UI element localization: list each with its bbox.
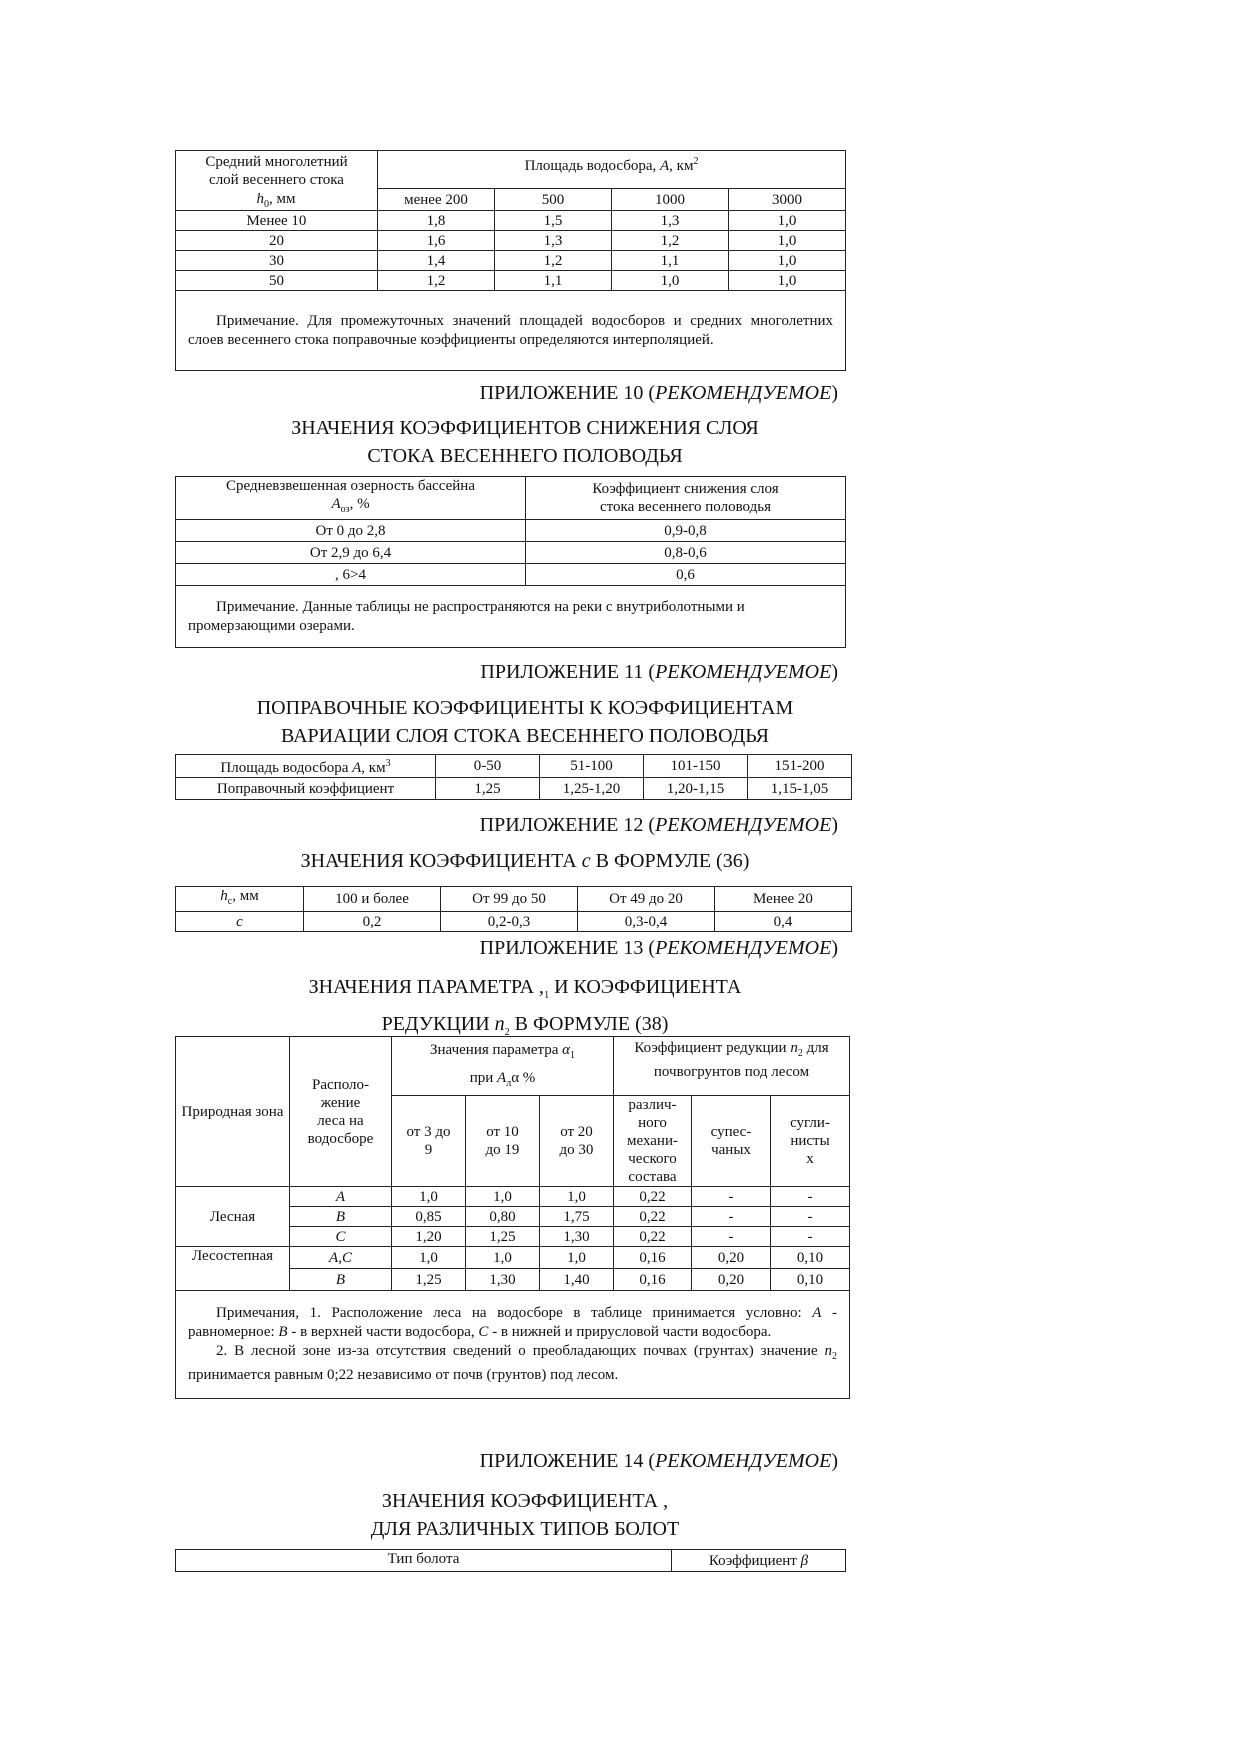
row-label-hc: $h_c$, мм	[176, 887, 304, 912]
table-row: Лесная A 1,0 1,0 1,0 0,22 - -	[176, 1187, 850, 1207]
row-label-correction: Поправочный коэффициент	[176, 778, 436, 800]
note-1: Примечания, 1. Расположение леса на водосборе в таблице принимается условно: A - равномерное: B - в верхней части водосбора, C - в нижней и прирусловой части водосбора.	[188, 1305, 838, 1340]
zone-forest-steppe: Лесостепная	[176, 1247, 290, 1291]
header-coefficient-beta: Коэффициент β	[672, 1550, 846, 1572]
zone-forest: Лесная	[176, 1187, 290, 1247]
header-line: Средний многолетний	[205, 154, 348, 170]
table-row: 20 1,6 1,3 1,2 1,0	[176, 231, 846, 251]
table-row: Менее 10 1,8 1,5 1,3 1,0	[176, 211, 846, 231]
header-soil-various: различ- ного механи- ческого состава	[614, 1096, 692, 1187]
table-row: От 2,9 до 6,4 0,8-0,6	[176, 542, 846, 564]
header-swamp-type: Тип болота	[176, 1550, 672, 1572]
appendix-14-label: ПРИЛОЖЕНИЕ 14 (РЕКОМЕНДУЕМОЕ)	[479, 1450, 838, 1472]
table-row: B 0,85 0,80 1,75 0,22 - -	[176, 1207, 850, 1227]
appendix-12-label: ПРИЛОЖЕНИЕ 12 (РЕКОМЕНДУЕМОЕ)	[479, 814, 838, 836]
header-lake-percentage: Средневзвешенная озерность бассейна $A_{оз}$, %	[176, 477, 526, 520]
header-line: слой весеннего стока	[209, 172, 344, 188]
appendix-10-label: ПРИЛОЖЕНИЕ 10 (РЕКОМЕНДУЕМОЕ)	[479, 382, 838, 404]
table-row: Лесостепная A,C 1,0 1,0 1,0 0,16 0,20 0,10	[176, 1247, 850, 1269]
table-row: 30 1,4 1,2 1,1 1,0	[176, 251, 846, 271]
header-h0-unit: $h_0$, мм	[256, 191, 296, 210]
forest-parameter-table	[175, 1036, 850, 1399]
header-range: от 20 до 30	[540, 1096, 614, 1187]
table-row: От 0 до 2,8 0,9-0,8	[176, 520, 846, 542]
lake-reduction-table	[175, 476, 846, 648]
header-range: от 3 до 9	[392, 1096, 466, 1187]
header-soil-sandy: супес- чаных	[692, 1096, 771, 1187]
row-label-area: Площадь водосбора A, $км^3$	[176, 755, 436, 778]
area-col-header: 3000	[729, 189, 846, 211]
table-note	[176, 1291, 850, 1399]
header-soil-loamy: сугли- нисты х	[771, 1096, 850, 1187]
appendix-10-title: ЗНАЧЕНИЯ КОЭФФИЦИЕНТОВ СНИЖЕНИЯ СЛОЯ СТОКА ВЕСЕННЕГО ПОЛОВОДЬЯ	[291, 417, 759, 467]
variation-correction-table	[175, 754, 852, 800]
header-reduction-n2: Коэффициент редукции $n_2$ для почвогрунтов под лесом	[614, 1037, 850, 1096]
table-row: , 6>4 0,6	[176, 564, 846, 586]
appendix-11-label: ПРИЛОЖЕНИЕ 11 (РЕКОМЕНДУЕМОЕ)	[480, 661, 838, 683]
table-note: Примечание. Данные таблицы не распространяются на реки с внутриболотными и промерзающими озерами.	[176, 586, 846, 648]
appendix-12-title: ЗНАЧЕНИЯ КОЭФФИЦИЕНТА c В ФОРМУЛЕ (36)	[300, 850, 750, 872]
table-note: Примечание. Для промежуточных значений площадей водосборов и средних многолетних слоев весеннего стока поправочные коэффициенты определяются интерполяцией.	[176, 291, 846, 371]
header-reduction-coefficient: Коэффициент снижения слоя стока весеннего половодья	[526, 477, 846, 520]
area-col-header: менее 200	[378, 189, 495, 211]
area-coefficient-table	[175, 150, 846, 371]
table-row: $h_c$, мм 100 и более От 99 до 50 От 49 до 20 Менее 20	[176, 887, 852, 912]
swamp-type-table	[175, 1549, 846, 1572]
appendix-13-title: ЗНАЧЕНИЯ ПАРАМЕТРА $,_1$ И КОЭФФИЦИЕНТА РЕДУКЦИИ $n_2$ В ФОРМУЛЕ (38)	[308, 976, 742, 1038]
appendix-14-title: ЗНАЧЕНИЯ КОЭФФИЦИЕНТА , ДЛЯ РАЗЛИЧНЫХ ТИПОВ БОЛОТ	[370, 1490, 680, 1540]
row-label-c: c	[176, 912, 304, 932]
header-forest-location: Располо- жение леса на водосборе	[290, 1037, 392, 1187]
table-row: Площадь водосбора A, $км^3$ 0-50 51-100 101-150 151-200	[176, 755, 852, 778]
table-row: C 1,20 1,25 1,30 0,22 - -	[176, 1227, 850, 1247]
area-col-header: 1000	[612, 189, 729, 211]
header-range: от 10 до 19	[466, 1096, 540, 1187]
header-natural-zone: Природная зона	[176, 1037, 290, 1187]
note-2: 2. В лесной зоне из-за отсутствия сведений о преобладающих почвах (грунтах) значение $n_2$ принимается равным 0;22 независимо от почв (грунтов) под лесом.	[188, 1343, 838, 1383]
appendix-13-label: ПРИЛОЖЕНИЕ 13 (РЕКОМЕНДУЕМОЕ)	[479, 937, 838, 959]
coefficient-c-table	[175, 886, 852, 932]
area-col-header: 500	[495, 189, 612, 211]
table-row: 50 1,2 1,1 1,0 1,0	[176, 271, 846, 291]
header-catchment-area: Площадь водосбора, A, $км^2$	[378, 151, 846, 189]
table-row: Поправочный коэффициент 1,25 1,25-1,20 1,20-1,15 1,15-1,05	[176, 778, 852, 800]
table-row: B 1,25 1,30 1,40 0,16 0,20 0,10	[176, 1269, 850, 1291]
header-param-alpha: Значения параметра $\alpha_1$ при $A_л\alpha$ %	[392, 1037, 614, 1096]
appendix-11-title: ПОПРАВОЧНЫЕ КОЭФФИЦИЕНТЫ К КОЭФФИЦИЕНТАМ ВАРИАЦИИ СЛОЯ СТОКА ВЕСЕННЕГО ПОЛОВОДЬЯ	[256, 697, 794, 747]
table-row: c 0,2 0,2-0,3 0,3-0,4 0,4	[176, 912, 852, 932]
